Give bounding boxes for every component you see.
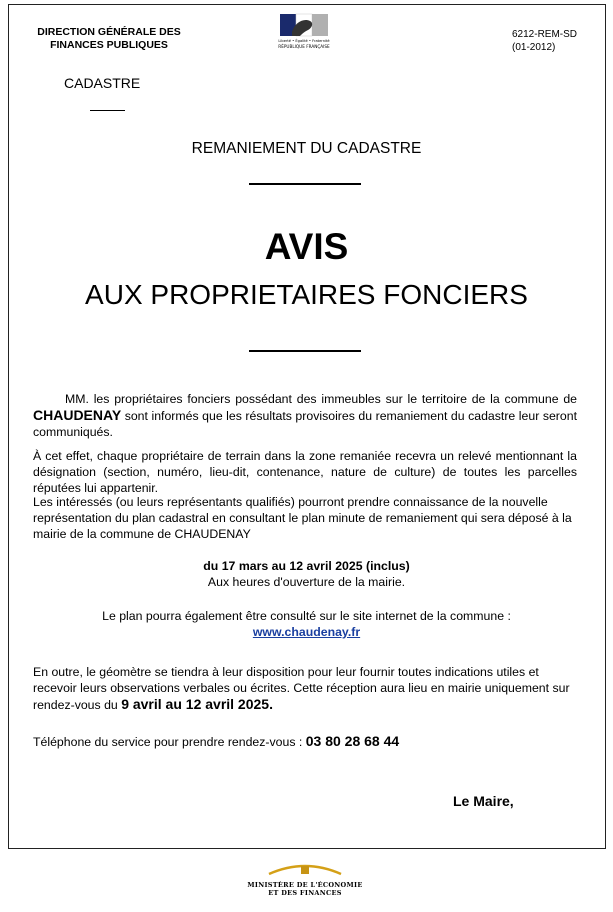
- service-label: CADASTRE: [64, 75, 141, 91]
- commune-website-link[interactable]: www.chaudenay.fr: [252, 625, 361, 639]
- signature: Le Maire,: [453, 793, 514, 809]
- phone-line: Téléphone du service pour prendre rendez-vous : 03 80 28 68 44: [33, 733, 400, 749]
- divider: [90, 110, 125, 111]
- commune-name: CHAUDENAY: [33, 407, 122, 423]
- deposit-dates: du 17 mars au 12 avril 2025 (inclus): [203, 559, 410, 573]
- republique-francaise-logo: [270, 12, 340, 52]
- paragraph-intro: MM. les propriétaires fonciers possédant des immeubles sur le territoire de la commune de CHAUDENAY sont informés que les résultats provisoires du remaniement du cadastre leur seront communiqués.: [33, 392, 577, 439]
- phone-number: 03 80 28 68 44: [305, 733, 400, 749]
- ministry-logo: MINISTÈRE DE L'ÉCONOMIE ET DES FINANCES: [230, 862, 380, 897]
- opening-hours: Aux heures d'ouverture de la mairie.: [207, 575, 406, 589]
- ministry-arc-icon: [265, 862, 345, 876]
- divider: [249, 350, 361, 352]
- online-consultation: Le plan pourra également être consulté sur le site internet de la commune : www.chaudenay.fr: [102, 609, 511, 639]
- notice-title: AVIS: [264, 226, 349, 267]
- notice-subtitle: AUX PROPRIETAIRES FONCIERS: [85, 279, 528, 310]
- paragraph-consultation: Les intéressés (ou leurs représentants qualifiés) pourront prendre connaissance de la nouvelle représentation du plan cadastral en consultant le plan minute de remaniement qui sera déposé à la mairie de la commune de CHAUDENAY: [33, 495, 572, 541]
- logo-republique: RÉPUBLIQUE FRANÇAISE: [278, 44, 330, 49]
- paragraph-geometre: En outre, le géomètre se tiendra à leur disposition pour leur fournir toutes indications utiles et recevoir leurs observations verbales ou écrites. Cette réception aura lieu en mairie uniquement sur rendez-vous du 9 avril au 12 avril 2025.: [33, 665, 570, 712]
- appointment-dates: 9 avril au 12 avril 2025.: [121, 696, 273, 712]
- notice-kicker: REMANIEMENT DU CADASTRE: [191, 140, 422, 157]
- issuing-organization: DIRECTION GÉNÉRALE DES FINANCES PUBLIQUES: [37, 26, 181, 51]
- logo-motto: Liberté • Égalité • Fraternité: [278, 39, 330, 43]
- paragraph-releve: À cet effet, chaque propriétaire de terrain dans la zone remaniée recevra un relevé mentionnant la désignation (section, numéro, lieu-dit, contenance, nature de culture) de toutes les parcelles réputées lui appartenir.: [33, 449, 577, 495]
- deposit-period: [0, 558, 613, 590]
- form-reference: 6212-REM-SD (01-2012): [512, 29, 578, 53]
- divider: [249, 183, 361, 185]
